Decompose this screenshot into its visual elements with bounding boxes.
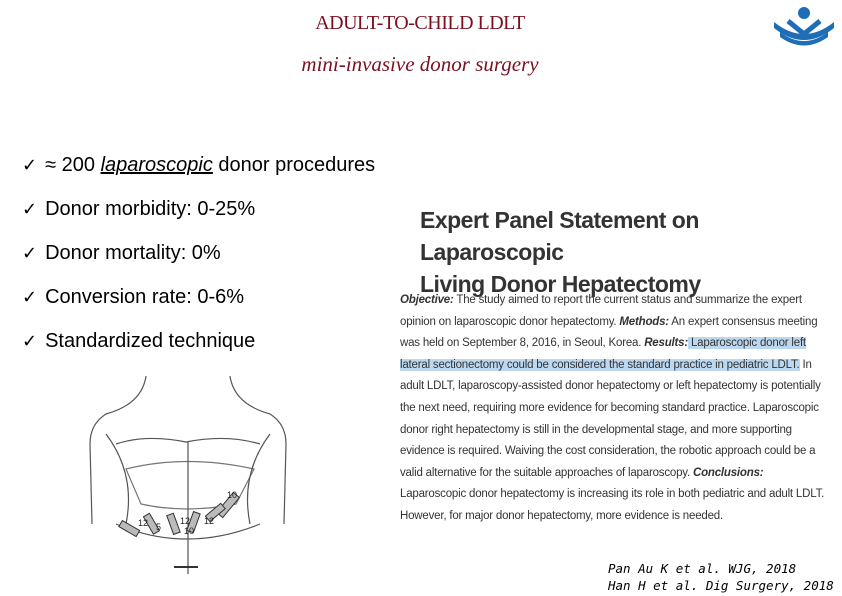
hospital-logo-icon <box>766 4 842 52</box>
bullet-list <box>22 150 375 370</box>
reference-item: Pan Au K et al. WJG, 2018 <box>608 561 797 576</box>
port-label: 10 <box>184 526 195 536</box>
list-item: ✓ Donor mortality: 0% <box>22 242 221 264</box>
port-label: 10 <box>227 490 238 500</box>
port-label: 5 <box>156 522 162 532</box>
list-item: ✓ ≈ 200 laparoscopic donor procedures <box>22 154 376 176</box>
expert-panel-excerpt <box>392 198 832 522</box>
panel-title: Expert Panel Statement on Laparoscopic Living Donor Hepatectomy <box>420 207 701 297</box>
port-label: 12 <box>138 518 149 528</box>
checkmark-icon: ✓ <box>22 287 38 308</box>
port-label: 12 <box>180 516 191 526</box>
slide-title: ADULT-TO-CHILD LDLT <box>315 12 525 34</box>
checkmark-icon: ✓ <box>22 155 38 176</box>
highlighted-text: Laparoscopic donor left lateral sectionectomy could be considered the standard practice in pediatric LDLT. <box>400 337 806 371</box>
port-label: 12 <box>204 516 215 526</box>
checkmark-icon: ✓ <box>22 331 38 352</box>
reference-item: Han H et al. Dig Surgery, 2018 <box>608 578 834 593</box>
checkmark-icon: ✓ <box>22 243 38 264</box>
panel-abstract: Objective: The study aimed to report the current status and summarize the expert opinion on laparoscopic donor hepatectomy. Methods: An expert consensus meeting was held on September 8, 2016, in Seoul, Korea. Results: Laparoscopic donor left lateral sectionectomy could be considered the standard practice in pediatric LDLT. In adult LDLT, laparoscopy-assisted donor hepatectomy or left hepatectomy is potentially the next need, requiring more evidence for becoming standard practice. Laparoscopic donor right hepatectomy is still in the developmental stage, and more supporting evidence is required. Waiving the cost consideration, the robotic approach could be a valid alternative for the suitable approaches of laparoscopy. Conclusions: Laparoscopic donor hepatectomy is increasing its role in both pediatric and adult LDLT. However, for major donor hepatectomy, more evidence is needed. <box>400 294 825 522</box>
list-item: ✓ Standardized technique <box>22 330 256 352</box>
list-item: ✓ Donor morbidity: 0-25% <box>22 198 256 220</box>
checkmark-icon: ✓ <box>22 199 38 220</box>
references <box>608 560 834 594</box>
laparoscopic-port-diagram <box>86 374 290 586</box>
list-item: ✓ Conversion rate: 0-6% <box>22 286 245 308</box>
slide-subtitle: mini-invasive donor surgery <box>301 52 539 76</box>
